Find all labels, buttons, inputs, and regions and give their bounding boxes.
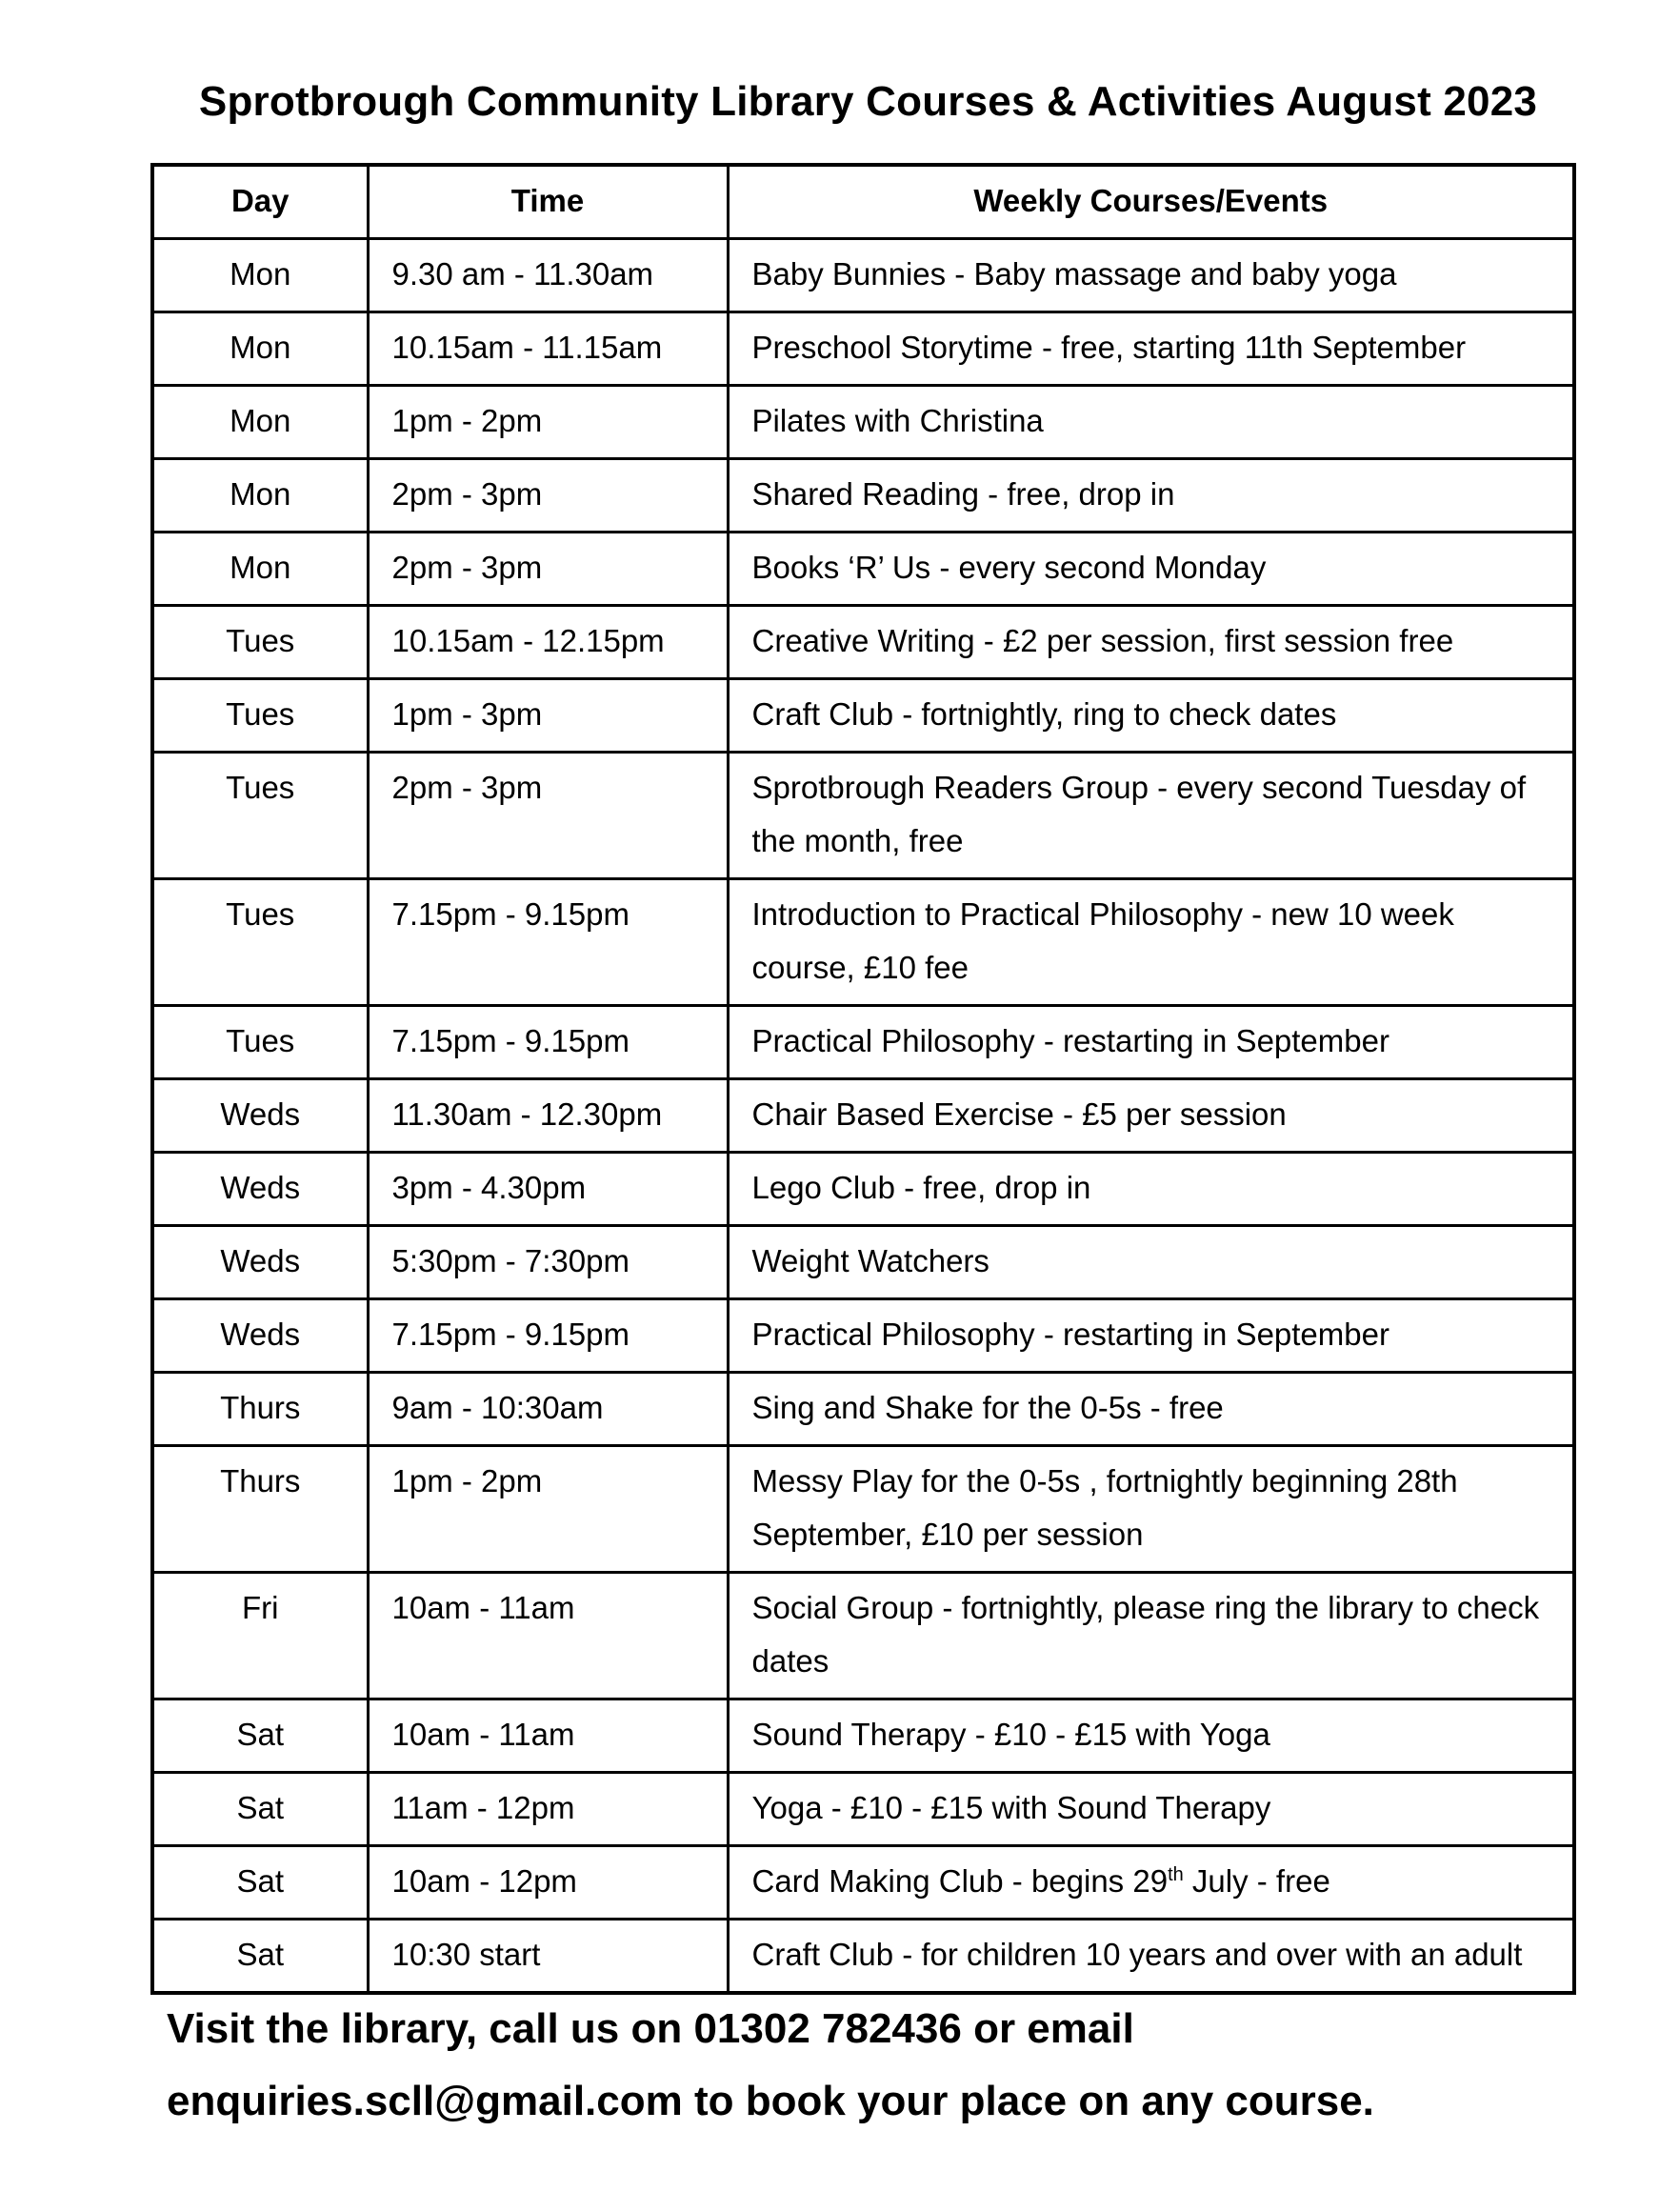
time-cell: 1pm - 2pm bbox=[368, 1446, 728, 1573]
event-cell: Practical Philosophy - restarting in September bbox=[728, 1299, 1574, 1373]
time-cell: 7.15pm - 9.15pm bbox=[368, 879, 728, 1006]
header-time: Time bbox=[368, 165, 728, 239]
table-header-row bbox=[152, 165, 1574, 239]
day-cell: Sat bbox=[152, 1773, 368, 1846]
event-cell: Shared Reading - free, drop in bbox=[728, 459, 1574, 533]
table-row bbox=[152, 1446, 1574, 1573]
event-text: Card Making Club - begins 29 bbox=[751, 1863, 1169, 1899]
table-row bbox=[152, 679, 1574, 753]
day-cell: Weds bbox=[152, 1226, 368, 1299]
day-cell: Mon bbox=[152, 459, 368, 533]
event-cell: Preschool Storytime - free, starting 11th September bbox=[728, 312, 1574, 386]
day-cell: Mon bbox=[152, 533, 368, 606]
header-event: Weekly Courses/Events bbox=[728, 165, 1574, 239]
table-row bbox=[152, 753, 1574, 879]
time-cell: 10am - 11am bbox=[368, 1573, 728, 1699]
table-row bbox=[152, 1079, 1574, 1153]
time-cell: 1pm - 2pm bbox=[368, 386, 728, 459]
footer-line-2: enquiries.scll@gmail.com to book your place on any course. bbox=[167, 2078, 1374, 2124]
event-cell: Baby Bunnies - Baby massage and baby yoga bbox=[728, 239, 1574, 312]
day-cell: Sat bbox=[152, 1699, 368, 1773]
table-row bbox=[152, 1006, 1574, 1079]
event-cell: Practical Philosophy - restarting in September bbox=[728, 1006, 1574, 1079]
header-day: Day bbox=[152, 165, 368, 239]
table-row bbox=[152, 1846, 1574, 1920]
event-cell: Craft Club - fortnightly, ring to check dates bbox=[728, 679, 1574, 753]
table-row bbox=[152, 1920, 1574, 1994]
table-row bbox=[152, 1299, 1574, 1373]
time-cell: 9.30 am - 11.30am bbox=[368, 239, 728, 312]
day-cell: Sat bbox=[152, 1920, 368, 1994]
schedule-table bbox=[150, 163, 1576, 1995]
table-row bbox=[152, 1773, 1574, 1846]
day-cell: Fri bbox=[152, 1573, 368, 1699]
day-cell: Mon bbox=[152, 239, 368, 312]
table-row bbox=[152, 312, 1574, 386]
table-row bbox=[152, 533, 1574, 606]
table-row bbox=[152, 1153, 1574, 1226]
time-cell: 7.15pm - 9.15pm bbox=[368, 1299, 728, 1373]
day-cell: Weds bbox=[152, 1079, 368, 1153]
table-row bbox=[152, 1226, 1574, 1299]
day-cell: Mon bbox=[152, 386, 368, 459]
page-title: Sprotbrough Community Library Courses & Activities August 2023 bbox=[198, 78, 1538, 125]
table-row bbox=[152, 459, 1574, 533]
booking-footer bbox=[167, 1993, 1652, 2138]
event-cell: Social Group - fortnightly, please ring the library to check dates bbox=[728, 1573, 1574, 1699]
table-row bbox=[152, 386, 1574, 459]
time-cell: 2pm - 3pm bbox=[368, 459, 728, 533]
time-cell: 10am - 12pm bbox=[368, 1846, 728, 1920]
event-cell: Sound Therapy - £10 - £15 with Yoga bbox=[728, 1699, 1574, 1773]
time-cell: 7.15pm - 9.15pm bbox=[368, 1006, 728, 1079]
day-cell: Tues bbox=[152, 753, 368, 879]
table-row bbox=[152, 239, 1574, 312]
time-cell: 10.15am - 11.15am bbox=[368, 312, 728, 386]
event-cell bbox=[728, 1846, 1574, 1920]
day-cell: Weds bbox=[152, 1299, 368, 1373]
event-cell: Chair Based Exercise - £5 per session bbox=[728, 1079, 1574, 1153]
time-cell: 3pm - 4.30pm bbox=[368, 1153, 728, 1226]
time-cell: 1pm - 3pm bbox=[368, 679, 728, 753]
event-cell: Creative Writing - £2 per session, first session free bbox=[728, 606, 1574, 679]
day-cell: Tues bbox=[152, 606, 368, 679]
event-cell: Sing and Shake for the 0-5s - free bbox=[728, 1373, 1574, 1446]
event-cell: Weight Watchers bbox=[728, 1226, 1574, 1299]
time-cell: 10:30 start bbox=[368, 1920, 728, 1994]
event-cell: Pilates with Christina bbox=[728, 386, 1574, 459]
table-row bbox=[152, 606, 1574, 679]
day-cell: Tues bbox=[152, 879, 368, 1006]
day-cell: Tues bbox=[152, 1006, 368, 1079]
day-cell: Thurs bbox=[152, 1446, 368, 1573]
time-cell: 5:30pm - 7:30pm bbox=[368, 1226, 728, 1299]
event-cell: Yoga - £10 - £15 with Sound Therapy bbox=[728, 1773, 1574, 1846]
event-cell: Books ‘R’ Us - every second Monday bbox=[728, 533, 1574, 606]
day-cell: Tues bbox=[152, 679, 368, 753]
day-cell: Weds bbox=[152, 1153, 368, 1226]
event-cell: Lego Club - free, drop in bbox=[728, 1153, 1574, 1226]
footer-line-1: Visit the library, call us on 01302 782436 or email bbox=[167, 2005, 1134, 2052]
event-cell: Messy Play for the 0-5s , fortnightly beginning 28th September, £10 per session bbox=[728, 1446, 1574, 1573]
time-cell: 10.15am - 12.15pm bbox=[368, 606, 728, 679]
time-cell: 2pm - 3pm bbox=[368, 533, 728, 606]
day-cell: Mon bbox=[152, 312, 368, 386]
time-cell: 11am - 12pm bbox=[368, 1773, 728, 1846]
time-cell: 10am - 11am bbox=[368, 1699, 728, 1773]
ordinal-suffix: th bbox=[1168, 1864, 1184, 1885]
day-cell: Thurs bbox=[152, 1373, 368, 1446]
event-cell: Introduction to Practical Philosophy - new 10 week course, £10 fee bbox=[728, 879, 1574, 1006]
event-cell: Craft Club - for children 10 years and over with an adult bbox=[728, 1920, 1574, 1994]
table-row bbox=[152, 1373, 1574, 1446]
time-cell: 2pm - 3pm bbox=[368, 753, 728, 879]
event-text: July - free bbox=[1183, 1863, 1330, 1899]
time-cell: 9am - 10:30am bbox=[368, 1373, 728, 1446]
event-cell: Sprotbrough Readers Group - every second Tuesday of the month, free bbox=[728, 753, 1574, 879]
table-row bbox=[152, 1573, 1574, 1699]
table-row bbox=[152, 879, 1574, 1006]
time-cell: 11.30am - 12.30pm bbox=[368, 1079, 728, 1153]
table-row bbox=[152, 1699, 1574, 1773]
day-cell: Sat bbox=[152, 1846, 368, 1920]
